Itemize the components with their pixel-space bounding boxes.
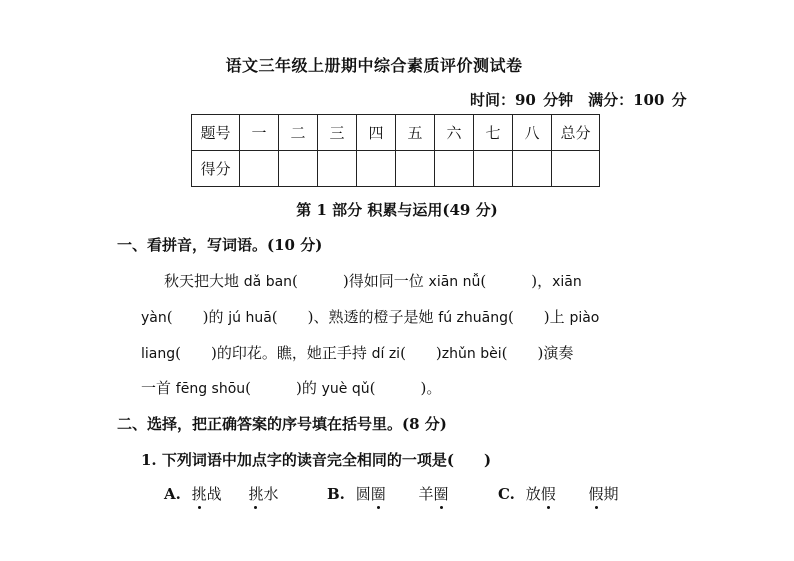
part-title: 第 1 部分 积累与运用(49 分) bbox=[296, 201, 498, 219]
score-table-score-row bbox=[192, 151, 600, 187]
score-cell bbox=[435, 151, 474, 187]
text: ( )上 bbox=[507, 308, 570, 326]
option-word-1: 放假 bbox=[525, 485, 556, 503]
option-word-2: 挑水 bbox=[248, 485, 279, 503]
section1-line2 bbox=[141, 306, 599, 327]
time-and-score-info: 时间：90 分钟 满分：100 分 bbox=[470, 91, 687, 109]
text: ( )的 bbox=[245, 379, 322, 397]
score-cell bbox=[279, 151, 318, 187]
section1-line4 bbox=[141, 377, 441, 398]
header-cell-8: 八 bbox=[513, 115, 552, 151]
header-cell-2: 二 bbox=[279, 115, 318, 151]
question-1: 1. 下列词语中加点字的读音完全相同的一项是( ) bbox=[141, 451, 492, 469]
option-letter: C. bbox=[498, 485, 515, 503]
header-cell-6: 六 bbox=[435, 115, 474, 151]
text: ( )得如同一位 bbox=[292, 272, 429, 290]
text: ( )。 bbox=[369, 379, 442, 397]
header-cell-total: 总分 bbox=[552, 115, 600, 151]
score-row-label: 得分 bbox=[192, 151, 240, 187]
option-word-1: 挑战 bbox=[191, 485, 222, 503]
header-cell-1: 一 bbox=[240, 115, 279, 151]
section1-line1 bbox=[164, 270, 582, 291]
option-b bbox=[327, 483, 449, 504]
text: ( )的印花。瞧，她正手持 bbox=[175, 344, 372, 362]
text: ( ) bbox=[400, 344, 442, 362]
pinyin: dí zi bbox=[371, 346, 401, 362]
header-cell-5: 五 bbox=[396, 115, 435, 151]
text: ( )、熟透的橙子是她 bbox=[271, 308, 439, 326]
pinyin: xiān bbox=[552, 274, 582, 290]
score-cell bbox=[513, 151, 552, 187]
text: ( )的 bbox=[166, 308, 229, 326]
text: ( )演奏 bbox=[501, 344, 574, 362]
option-letter: A. bbox=[164, 485, 181, 503]
pinyin: liang bbox=[141, 346, 176, 362]
option-c bbox=[498, 483, 619, 504]
score-cell bbox=[318, 151, 357, 187]
pinyin: xiān nǚ bbox=[428, 274, 481, 290]
score-cell bbox=[474, 151, 513, 187]
option-word-2: 羊圈 bbox=[418, 485, 449, 503]
pinyin: dǎ ban bbox=[243, 274, 293, 290]
header-cell-7: 七 bbox=[474, 115, 513, 151]
score-cell-total bbox=[552, 151, 600, 187]
pinyin: zhǔn bèi bbox=[441, 346, 502, 362]
text: 秋天把大地 bbox=[164, 272, 244, 290]
pinyin: yàn bbox=[141, 310, 167, 326]
score-cell bbox=[240, 151, 279, 187]
option-word-2: 假期 bbox=[588, 485, 619, 503]
pinyin: fēng shōu bbox=[175, 381, 246, 397]
option-a bbox=[164, 483, 279, 504]
score-cell bbox=[357, 151, 396, 187]
option-word-1: 圆圈 bbox=[355, 485, 386, 503]
score-table bbox=[191, 114, 600, 187]
pinyin: piào bbox=[569, 310, 600, 326]
text: 一首 bbox=[141, 379, 176, 397]
header-cell-3: 三 bbox=[318, 115, 357, 151]
pinyin: jú huā bbox=[228, 310, 272, 326]
section1-heading: 一、看拼音，写词语。(10 分) bbox=[117, 236, 323, 254]
pinyin: fú zhuāng bbox=[438, 310, 508, 326]
exam-title: 语文三年级上册期中综合素质评价测试卷 bbox=[225, 56, 523, 75]
section2-heading: 二、选择，把正确答案的序号填在括号里。(8 分) bbox=[117, 415, 447, 433]
pinyin: yuè qǔ bbox=[321, 381, 370, 397]
header-cell-label: 题号 bbox=[192, 115, 240, 151]
option-letter: B. bbox=[327, 485, 345, 503]
score-table-header-row bbox=[192, 115, 600, 151]
header-cell-4: 四 bbox=[357, 115, 396, 151]
score-cell bbox=[396, 151, 435, 187]
text: ( )， bbox=[480, 272, 553, 290]
section1-line3 bbox=[141, 342, 573, 363]
